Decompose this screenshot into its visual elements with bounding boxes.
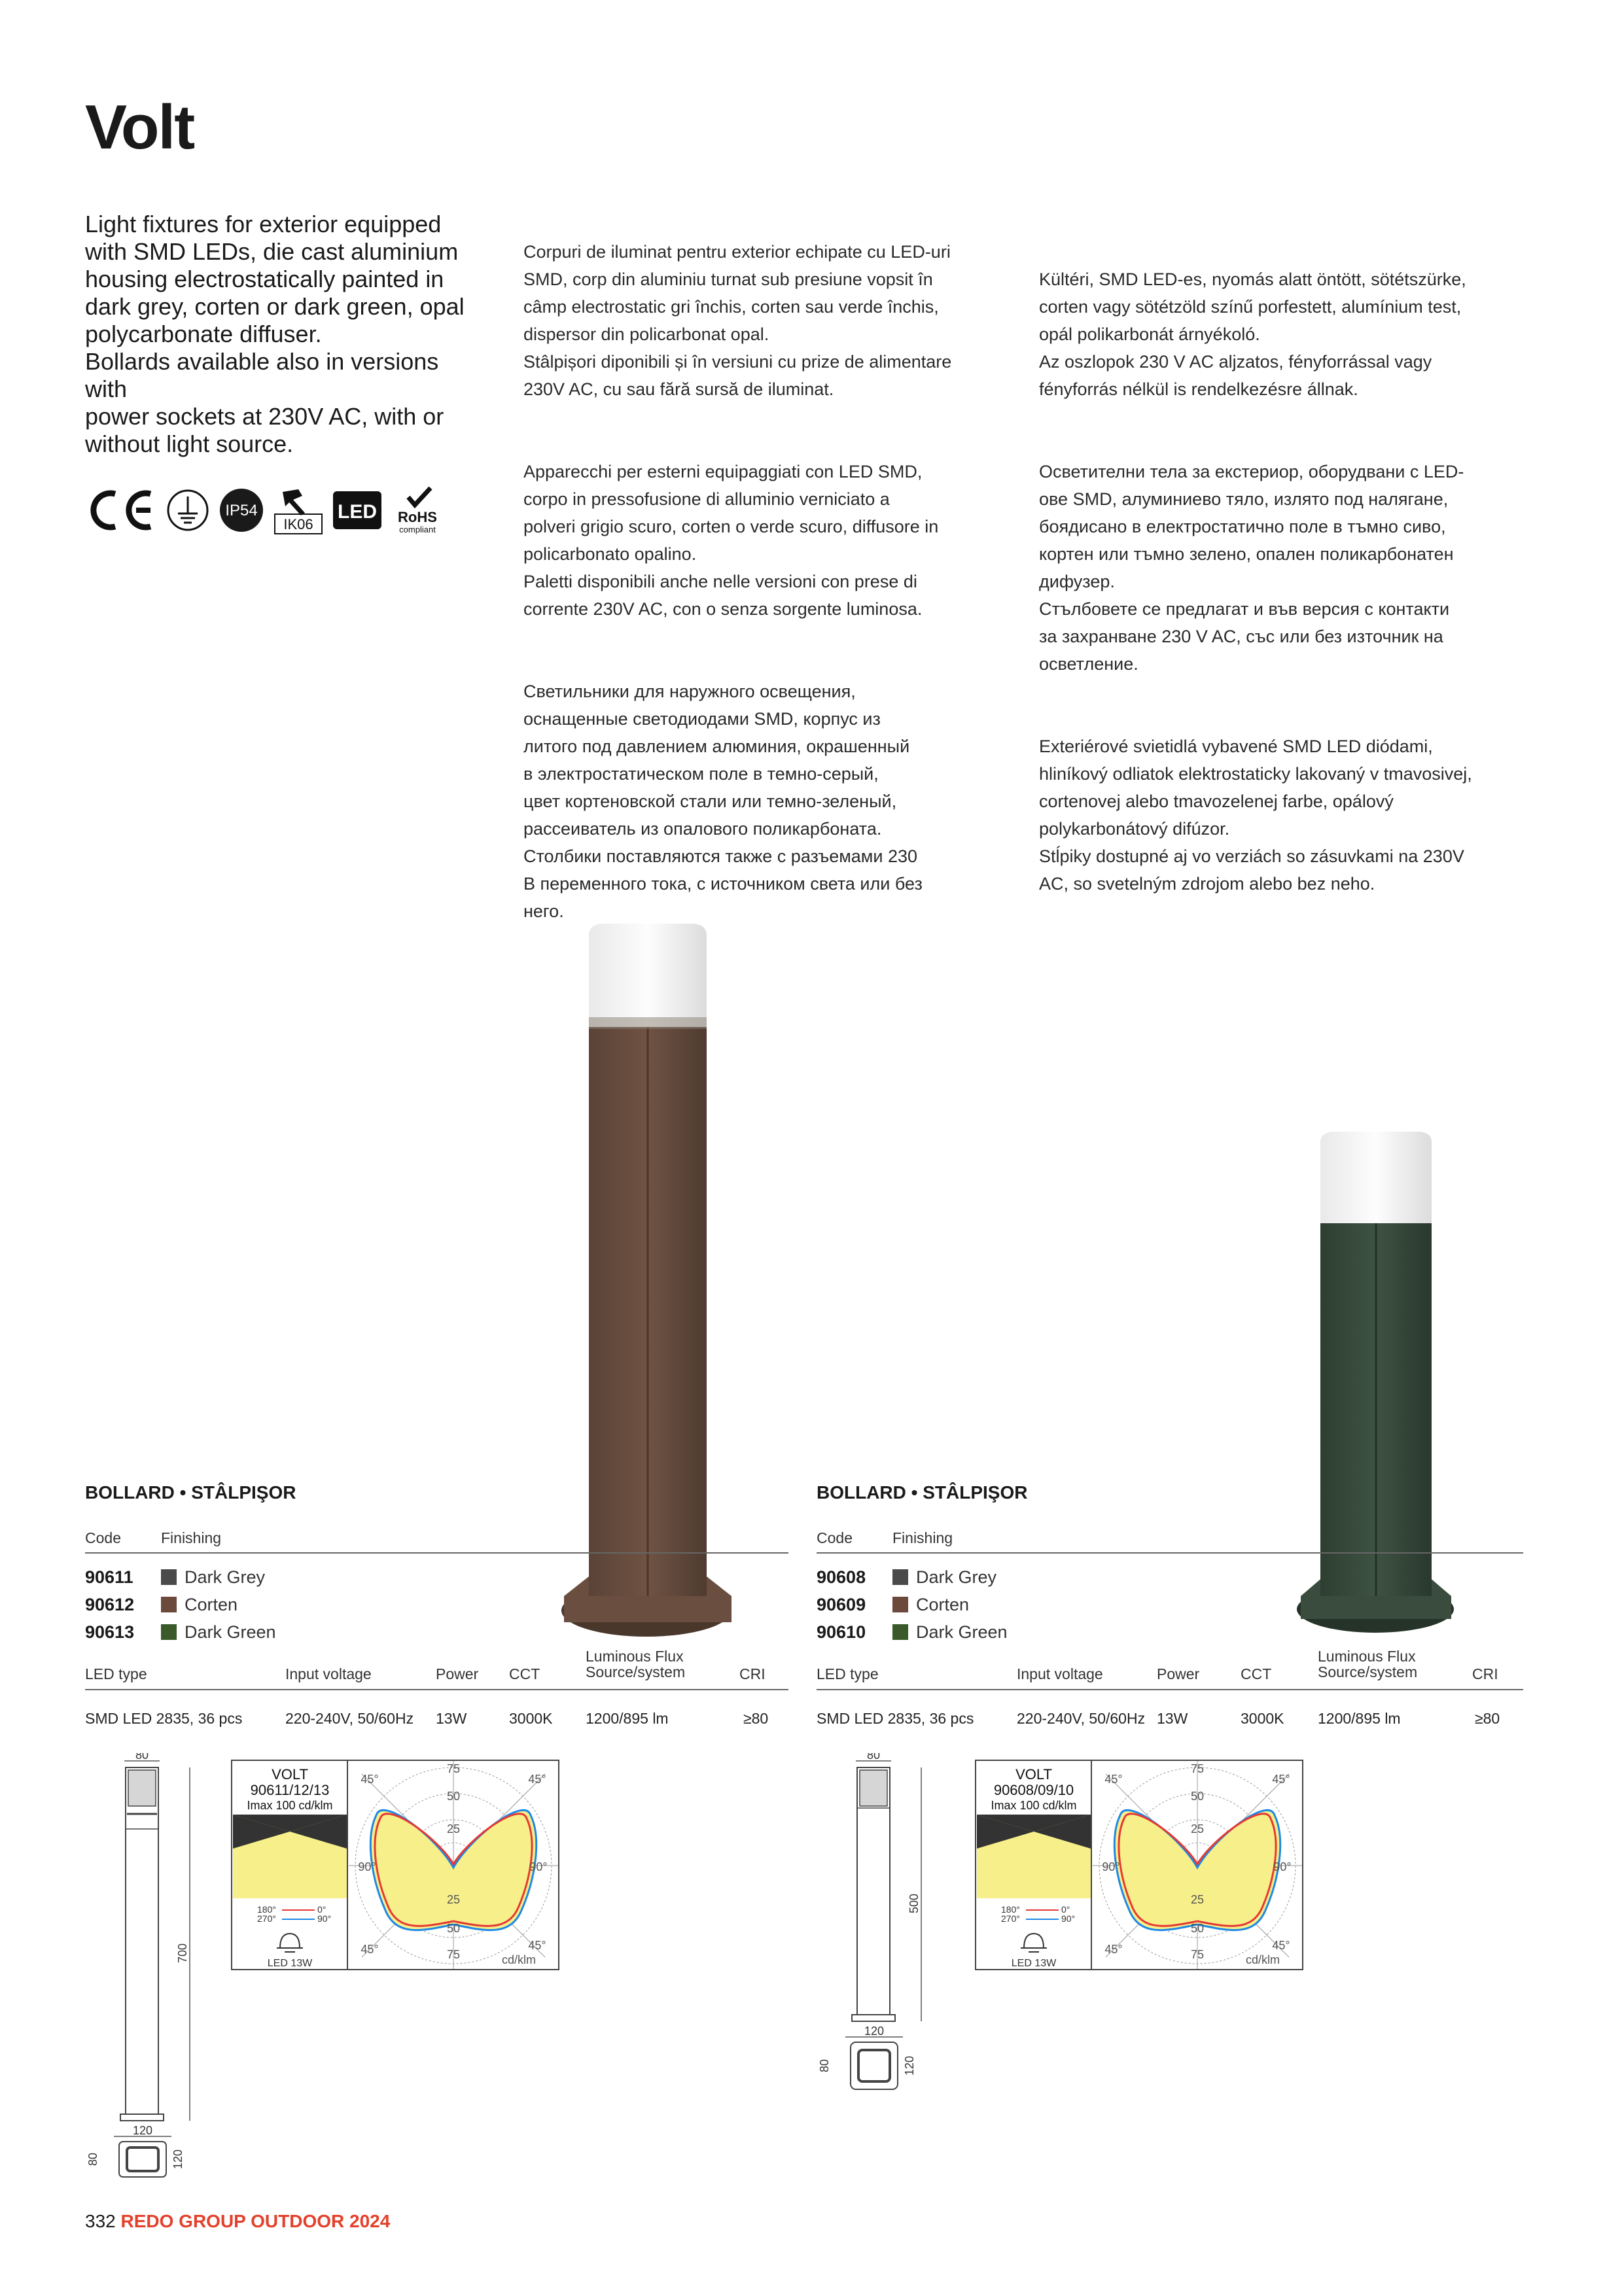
variant-row <box>817 1618 1008 1646</box>
code-header-2: Code <box>817 1529 853 1546</box>
variant-code: 90610 <box>817 1622 866 1642</box>
text-column-middle <box>523 211 981 980</box>
rohs-icon <box>391 485 444 535</box>
spec-cct: 3000K <box>509 1710 553 1727</box>
scale-75-top: 75 <box>446 1762 461 1775</box>
spec-header-input-voltage: Input voltage <box>1017 1665 1103 1682</box>
divider <box>85 1552 788 1554</box>
footer-brand: REDO GROUP OUTDOOR 2024 <box>120 2211 391 2231</box>
finish-swatch <box>892 1569 908 1585</box>
spec-cct: 3000K <box>1241 1710 1284 1727</box>
compliance-icons <box>85 484 444 536</box>
dim-base-side: 120 <box>903 2055 916 2076</box>
spec-input-voltage: 220-240V, 50/60Hz <box>1017 1710 1146 1727</box>
spec-header-led-type: LED type <box>817 1665 879 1682</box>
page-footer <box>85 2211 390 2232</box>
scale-50-top: 50 <box>1190 1790 1205 1803</box>
spec-flux: 1200/895 lm <box>1318 1710 1401 1727</box>
variant-finish: Dark Green <box>916 1622 1008 1642</box>
dim-base-side: 120 <box>171 2149 185 2170</box>
spec-power: 13W <box>1157 1710 1188 1727</box>
spec-cri: ≥80 <box>743 1710 769 1727</box>
scale-75-bottom: 75 <box>446 1948 461 1961</box>
dim-base-depth: 80 <box>818 2059 831 2073</box>
scale-75-bottom: 75 <box>1190 1948 1205 1961</box>
flux-header-line2: Source/system <box>586 1663 686 1680</box>
legend-0: 0° <box>317 1904 326 1915</box>
photo-codes: 90611/12/13 <box>250 1782 330 1798</box>
variant-finish: Corten <box>916 1594 970 1614</box>
section-title-1: BOLLARD • STÂLPIŞOR <box>85 1482 296 1503</box>
scale-25-top: 25 <box>1190 1822 1205 1835</box>
bollard-photo-corten <box>550 916 746 1645</box>
angle-45-bottom-left: 45° <box>361 1943 379 1956</box>
text-hungarian: Kültéri, SMD LED-es, nyomás alatt öntött, sötétszürke, corten vagy sötétzöld színű porfestett, alumínium test, opál polikarbonát árnyékoló. Az oszlopok 230 V AC aljzatos, fényforrással vagy fényforrás nélkül is rendelkezésre állnak. <box>1039 270 1466 399</box>
angle-45-top-left: 45° <box>361 1773 379 1786</box>
spec-header-cri: CRI <box>739 1665 766 1682</box>
text-bulgarian: Осветителни тела за екстериор, оборудвани с LED- ове SMD, алуминиево тяло, излято под налягане, боядисано в електростатично поле в тъмно сиво, кортен или тъмно зелено, опален поликарбонатен дифузер. Стълбовете се предлагат и във версия с контакти за захранване 230 V AC, със или без източник на осветление. <box>1039 462 1464 674</box>
photo-name: VOLT <box>272 1766 308 1783</box>
page-title: Volt <box>85 92 194 162</box>
text-romanian: Corpuri de iluminat pentru exterior echipate cu LED-uri SMD, corp din aluminiu turnat sub presiune vopsit în câmp electrostatic gri închis, corten sau verde închis, dispersor din policarbonat opal. Stâlpișori diponibili și în versiuni cu prize de alimentare 230V AC, cu sau fără sursă de iluminat. <box>523 242 952 399</box>
bollard-photo-green <box>1288 1125 1464 1639</box>
finish-swatch <box>161 1597 177 1612</box>
spec-header-flux <box>1318 1648 1417 1680</box>
legend-0: 0° <box>1061 1904 1070 1915</box>
variant-finish: Dark Grey <box>916 1567 997 1587</box>
ce-mark-icon <box>85 487 157 533</box>
ip54-icon <box>219 487 264 533</box>
photo-source: LED 13W <box>267 1958 313 1969</box>
photo-codes: 90608/09/10 <box>993 1782 1074 1798</box>
photo-name: VOLT <box>1015 1766 1052 1783</box>
angle-90-right: 90° <box>1273 1860 1292 1873</box>
scale-25-top: 25 <box>446 1822 461 1835</box>
angle-45-top-right: 45° <box>1272 1773 1290 1786</box>
legend-270: 270° <box>257 1913 276 1924</box>
spec-header-flux <box>586 1648 685 1680</box>
scale-50-bottom: 50 <box>1190 1922 1205 1935</box>
legend-180: 180° <box>1001 1904 1020 1915</box>
text-column-right <box>1039 238 1510 952</box>
variant-code: 90613 <box>85 1622 135 1642</box>
ip-rating-label: IP54 <box>225 502 258 519</box>
dim-height: 500 <box>908 1893 921 1914</box>
scale-75-top: 75 <box>1190 1762 1205 1775</box>
text-slovak: Exteriérové svietidlá vybavené SMD LED diódami, hliníkový odliatok elektrostaticky lakovaný v tmavosivej, cortenovej alebo tmavozelenej farbe, opálový polykarbonátový difúzor. Stĺpiky dostupné aj vo verziách so zásuvkami na 230V AC, so svetelným zdrojom alebo bez neho. <box>1039 737 1472 894</box>
finish-swatch <box>161 1569 177 1585</box>
variant-code: 90611 <box>85 1567 133 1587</box>
photo-imax: Imax 100 cd/klm <box>991 1799 1077 1812</box>
scale-50-bottom: 50 <box>446 1922 461 1935</box>
spec-input-voltage: 220-240V, 50/60Hz <box>285 1710 414 1727</box>
angle-45-top-right: 45° <box>528 1773 546 1786</box>
dim-top-width: 80 <box>135 1753 149 1762</box>
dim-base-depth: 80 <box>86 2152 99 2166</box>
spec-header-cri: CRI <box>1472 1665 1498 1682</box>
ik-rating-label: IK06 <box>283 516 313 532</box>
spec-led-type: SMD LED 2835, 36 pcs <box>817 1710 974 1727</box>
unit-label: cd/klm <box>1245 1953 1280 1966</box>
variant-row <box>85 1591 276 1618</box>
variant-finish: Dark Grey <box>185 1567 266 1587</box>
legend-90: 90° <box>317 1913 332 1924</box>
finish-swatch <box>892 1597 908 1612</box>
rohs-sub-label: compliant <box>399 525 436 534</box>
flux-header-line1: Luminous Flux <box>1318 1648 1416 1665</box>
spec-led-type: SMD LED 2835, 36 pcs <box>85 1710 243 1727</box>
angle-45-top-left: 45° <box>1104 1773 1123 1786</box>
legend-90: 90° <box>1061 1913 1076 1924</box>
divider <box>817 1689 1523 1690</box>
unit-label: cd/klm <box>501 1953 537 1966</box>
photo-source: LED 13W <box>1011 1958 1057 1969</box>
led-label: LED <box>338 501 377 523</box>
dim-base-width: 120 <box>864 2025 885 2038</box>
divider <box>817 1552 1523 1554</box>
page-number: 332 <box>85 2211 116 2231</box>
rohs-label: RoHS <box>398 509 437 525</box>
dim-height: 700 <box>176 1943 189 1964</box>
dimension-drawing-2 <box>810 1753 961 2110</box>
angle-45-bottom-right: 45° <box>1272 1939 1290 1952</box>
code-header-1: Code <box>85 1529 121 1546</box>
finish-swatch <box>892 1624 908 1640</box>
variant-finish: Corten <box>185 1594 238 1614</box>
scale-25-bottom: 25 <box>1190 1893 1205 1906</box>
text-italian: Apparecchi per esterni equipaggiati con LED SMD, corpo in pressofusione di alluminio verniciato a polveri grigio scuro, corten o verde scuro, diffusore in policarbonato opalino. Paletti disponibili anche nelle versioni con prese di corrente 230V AC, con o senza sorgente luminosa. <box>523 462 939 619</box>
variant-row <box>817 1563 1008 1591</box>
spec-cri: ≥80 <box>1475 1710 1500 1727</box>
angle-45-bottom-right: 45° <box>528 1939 546 1952</box>
spec-header-power: Power <box>1157 1665 1200 1682</box>
flux-header-line2: Source/system <box>1318 1663 1418 1680</box>
variant-row <box>85 1618 276 1646</box>
divider <box>85 1689 788 1690</box>
finish-swatch <box>161 1624 177 1640</box>
finishing-header-2: Finishing <box>892 1529 953 1546</box>
legend-270: 270° <box>1001 1913 1020 1924</box>
text-russian: Светильники для наружного освещения, оснащенные светодиодами SMD, корпус из литого под давлением алюминия, окрашенный в электростатическом поле в темно-серый, цвет кортеновской стали или темно-зеленый, рассеиватель из опалового поликарбоната. Столбики поставляются также с разъемами 230 В переменного тока, с источником света или без него. <box>523 682 923 921</box>
intro-english: Light fixtures for exterior equipped with SMD LEDs, die cast aluminium housing electrostatically painted in dark grey, corten or dark green, opal polycarbonate diffuser. Bollards available also in versions with power sockets at 230V AC, with or without light source. <box>85 211 465 457</box>
angle-90-left: 90° <box>1102 1860 1120 1873</box>
photometric-chart-1 <box>231 1760 559 1974</box>
flux-header-line1: Luminous Flux <box>586 1648 684 1665</box>
dim-base-width: 120 <box>132 2124 153 2137</box>
variant-code: 90608 <box>817 1567 866 1587</box>
variant-finish: Dark Green <box>185 1622 276 1642</box>
spec-header-cct: CCT <box>1241 1665 1272 1682</box>
earth-ground-icon <box>166 489 209 532</box>
spec-header-cct: CCT <box>509 1665 540 1682</box>
variant-list-1 <box>85 1563 276 1646</box>
variant-list-2 <box>817 1563 1008 1646</box>
angle-45-bottom-left: 45° <box>1104 1943 1123 1956</box>
variant-row <box>85 1563 276 1591</box>
spec-flux: 1200/895 lm <box>586 1710 669 1727</box>
spec-header-input-voltage: Input voltage <box>285 1665 372 1682</box>
section-title-2: BOLLARD • STÂLPIŞOR <box>817 1482 1028 1503</box>
angle-90-left: 90° <box>358 1860 376 1873</box>
legend-180: 180° <box>257 1904 276 1915</box>
impact-hammer-icon <box>273 485 323 535</box>
finishing-header-1: Finishing <box>161 1529 222 1546</box>
variant-code: 90612 <box>85 1594 135 1614</box>
angle-90-right: 90° <box>529 1860 548 1873</box>
dimension-drawing-1 <box>79 1753 229 2182</box>
dim-top-width: 80 <box>866 1753 881 1762</box>
spec-header-led-type: LED type <box>85 1665 147 1682</box>
spec-power: 13W <box>436 1710 467 1727</box>
variant-row <box>817 1591 1008 1618</box>
scale-50-top: 50 <box>446 1790 461 1803</box>
spec-header-power: Power <box>436 1665 479 1682</box>
variant-code: 90609 <box>817 1594 866 1614</box>
photo-imax: Imax 100 cd/klm <box>247 1799 333 1812</box>
led-icon <box>332 491 382 530</box>
scale-25-bottom: 25 <box>446 1893 461 1906</box>
photometric-chart-2 <box>975 1760 1303 1974</box>
